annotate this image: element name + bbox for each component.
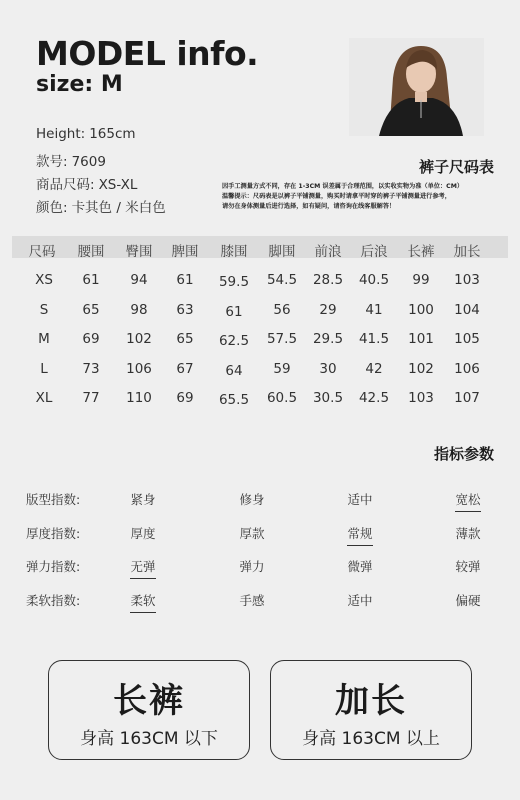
header-hip: 臀围 (125, 244, 153, 260)
indicator-option: 微弹 (347, 559, 373, 574)
table-cell: 57.5 (266, 331, 298, 347)
indicator-label: 厚度指数: (26, 526, 81, 541)
card-subtitle: 身高 163CM 以下 (80, 729, 218, 749)
indicator-option: 手感 (239, 593, 265, 608)
table-cell: M (38, 331, 50, 347)
table-cell: 28.5 (312, 272, 344, 288)
table-cell: 106 (454, 361, 480, 377)
table-cell: XL (35, 390, 53, 406)
card-title: 长裤 (113, 681, 185, 721)
table-cell: 73 (82, 361, 100, 377)
table-cell: 69 (82, 331, 100, 347)
indicator-option: 厚度 (130, 526, 156, 541)
indicator-option: 弹力 (239, 559, 265, 574)
model-size: size: M (36, 72, 123, 97)
table-cell: 59 (273, 361, 291, 377)
header-back-rise: 后浪 (360, 244, 388, 260)
card-subtitle: 身高 163CM 以上 (302, 729, 440, 749)
table-cell: 29.5 (312, 331, 344, 347)
table-cell: 65.5 (218, 392, 250, 408)
code-label: 款号: (36, 154, 68, 170)
color-line (36, 196, 166, 216)
table-cell: 107 (454, 390, 480, 406)
table-cell: 77 (82, 390, 100, 406)
table-cell: 61 (82, 272, 100, 288)
header-waist: 腰围 (77, 244, 105, 260)
size-chart-title: 裤子尺码表 (418, 158, 494, 176)
table-cell: S (39, 302, 49, 318)
table-cell: 61 (176, 272, 194, 288)
indicator-option: 柔软 (108, 591, 178, 613)
table-cell: 41.5 (358, 331, 390, 347)
table-cell: 103 (408, 390, 434, 406)
table-cell: 65 (176, 331, 194, 347)
table-cell: 42 (365, 361, 383, 377)
indicator-option: 紧身 (130, 492, 156, 507)
page-title: MODEL info. (36, 34, 259, 73)
indicator-option: 修身 (239, 492, 265, 507)
indicator-option: 薄款 (455, 526, 481, 541)
table-cell: 42.5 (358, 390, 390, 406)
table-cell: 98 (130, 302, 148, 318)
table-cell: 67 (176, 361, 194, 377)
table-cell: 30 (319, 361, 337, 377)
table-cell: 105 (454, 331, 480, 347)
table-cell: 103 (454, 272, 480, 288)
header-thigh: 脾围 (171, 244, 199, 260)
card-long-pants (48, 660, 250, 760)
table-cell: 40.5 (358, 272, 390, 288)
table-cell: 104 (454, 302, 480, 318)
table-cell: 110 (126, 390, 152, 406)
table-cell: 101 (408, 331, 434, 347)
table-cell: 106 (126, 361, 152, 377)
header-extra-long: 加长 (453, 244, 481, 260)
table-cell: 69 (176, 390, 194, 406)
table-cell: 59.5 (218, 274, 250, 290)
table-cell: 102 (408, 361, 434, 377)
height-line (36, 126, 136, 142)
header-hem: 脚围 (268, 244, 296, 260)
size-range-line (36, 173, 137, 193)
height-value: 165cm (89, 126, 136, 142)
table-cell: 64 (225, 363, 243, 379)
table-cell: 60.5 (266, 390, 298, 406)
table-cell: L (40, 361, 48, 377)
indicator-option: 适中 (347, 593, 373, 608)
card-extra-long (270, 660, 472, 760)
table-cell: 65 (82, 302, 100, 318)
table-cell: 61 (225, 304, 243, 320)
indicator-option: 厚款 (239, 526, 265, 541)
table-cell: 29 (319, 302, 337, 318)
table-cell: 94 (130, 272, 148, 288)
indicators-title: 指标参数 (433, 445, 494, 463)
indicator-option: 偏硬 (455, 593, 481, 608)
model-photo (349, 38, 484, 136)
height-label: Height: (36, 126, 86, 142)
model-portrait-icon (349, 38, 484, 136)
table-cell: XS (35, 272, 53, 288)
table-cell: 56 (273, 302, 291, 318)
size-chart-note-3: 请勿在身体测量后进行选择，如有疑问，请咨询在线客服解答！ (222, 203, 396, 210)
indicator-option: 宽松 (433, 490, 503, 512)
indicator-label: 弹力指数: (26, 559, 81, 574)
table-cell: 30.5 (312, 390, 344, 406)
indicator-option: 无弹 (108, 557, 178, 579)
indicator-option: 适中 (347, 492, 373, 507)
size-chart-note-1: 因手工测量方式不同，存在 1-3CM 误差属于合理范围，以实收实物为准（单位：CM） (222, 183, 464, 190)
table-cell: 100 (408, 302, 434, 318)
header-size: 尺码 (28, 244, 56, 260)
table-cell: 41 (365, 302, 383, 318)
indicator-option: 常规 (325, 524, 395, 546)
table-cell: 63 (176, 302, 194, 318)
code-value: 7609 (71, 154, 106, 170)
table-cell: 102 (126, 331, 152, 347)
size-range-value: XS-XL (98, 177, 138, 193)
table-cell: 62.5 (218, 333, 250, 349)
table-cell: 54.5 (266, 272, 298, 288)
size-range-label: 商品尺码: (36, 177, 95, 193)
header-knee: 膝围 (220, 244, 248, 260)
indicator-label: 版型指数: (26, 492, 81, 507)
color-value: 卡其色 / 米白色 (71, 200, 166, 216)
header-front-rise: 前浪 (314, 244, 342, 260)
size-chart-note-2: 温馨提示：尺码表是以裤子平铺测量，购买时请拿平时穿的裤子平铺测量进行参考， (222, 193, 451, 200)
color-label: 颜色: (36, 200, 68, 216)
card-title: 加长 (335, 681, 407, 721)
indicator-option: 较弹 (455, 559, 481, 574)
header-long: 长裤 (407, 244, 435, 260)
code-line (36, 150, 106, 170)
indicator-label: 柔软指数: (26, 593, 81, 608)
table-cell: 99 (412, 272, 430, 288)
